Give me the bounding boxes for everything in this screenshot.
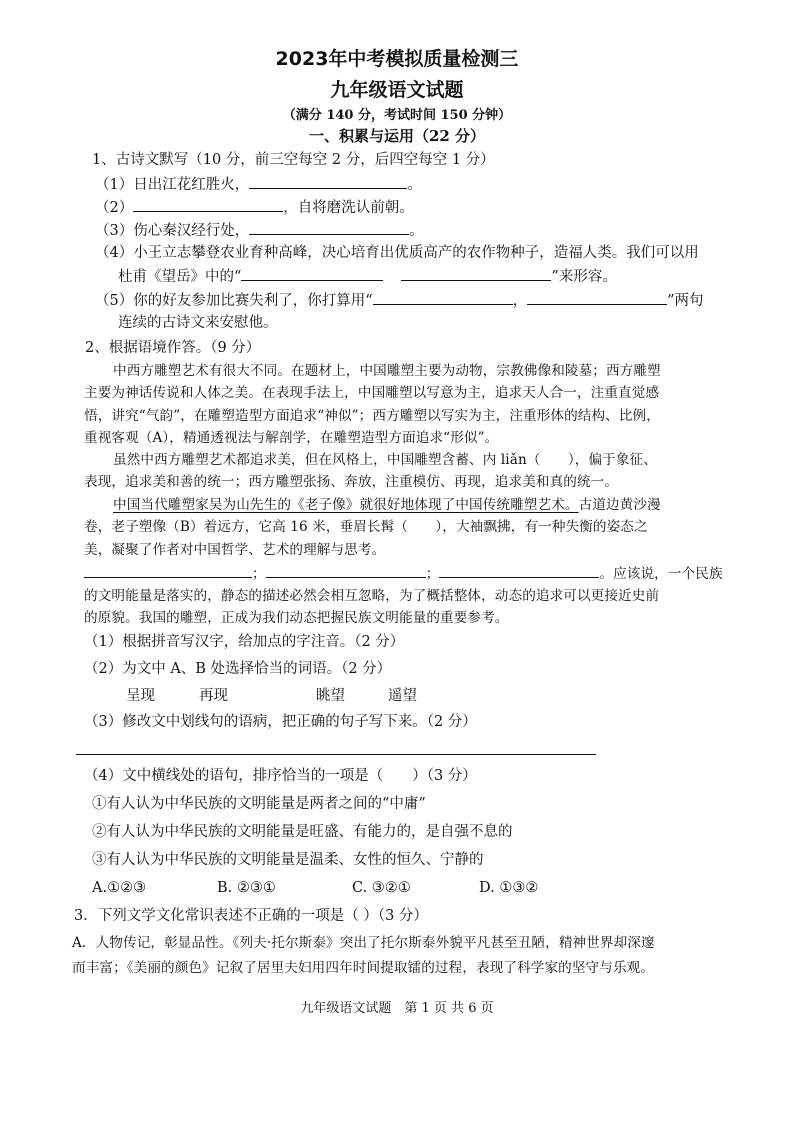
q1-item-5-line2: 连续的古诗文来安慰他。: [118, 315, 278, 331]
q1-item-5-sep: ，: [512, 293, 528, 309]
q2-para3-line1: [113, 495, 661, 515]
q2-para3-line3: 美，凝聚了作者对中国哲学、艺术的理解与思考。: [84, 542, 386, 558]
q1-item-3-end: 。: [409, 223, 424, 239]
q2-para3-line2: 卷，老子塑像（B）着远方，它高 16 米，垂眉长髯（ ），大袖飘拂，有一种失衡的姿态之: [84, 519, 648, 535]
q2-sub-2: （2）为文中 A、B 处选择恰当的词语。（2 分）: [84, 661, 392, 677]
q2-choice-b1: 眺望: [316, 688, 345, 704]
q1-item-4-line1: （4）小王立志攀登农业育种高峰，决心培育出优质高产的农作物种子，造福人类。我们可以用: [95, 245, 699, 261]
q1-item-5-blank-2[interactable]: [527, 290, 667, 305]
q2-option-3: ③有人认为中华民族的文明能量是温柔、女性的恒久、宁静的: [92, 852, 484, 868]
q2-option-1: ①有人认为中华民族的文明能量是两者之间的“中庸”: [92, 796, 426, 812]
q2-sort-sep-1: ；: [252, 566, 266, 582]
q2-para1-line4: 重视客观（A），精通透视法与解剖学，在雕塑造型方面追求“形似”。: [84, 430, 499, 446]
q2-answer-c: C. ③②①: [352, 880, 411, 896]
q3-option-a-line1: A．人物传记，彰显品性。《列夫·托尔斯泰》突出了托尔斯泰外貌平凡甚至丑陋，精神世界却深邃: [72, 935, 655, 951]
q2-answer-a: A.①②③: [92, 880, 147, 896]
q2-para2-line2: 表现，追求美和善的统一；西方雕塑张扬、奔放，注重模仿、再现，追求美和真的统一。: [84, 474, 619, 490]
q1-item-4-blank-2[interactable]: [401, 266, 551, 281]
q2-sub-4: （4）文中横线处的语句，排序恰当的一项是（ ）（3 分）: [84, 768, 477, 784]
q2-underlined-sentence: 中国当代雕塑家吴为山先生的《老子像》就很好地体现了中国传统雕塑艺术。: [113, 497, 579, 513]
q1-item-1-text: （1）日出江花红胜火，: [95, 177, 250, 193]
exam-subtitle: 九年级语文试题: [330, 79, 464, 101]
q3-option-a-line2: 而丰富；《美丽的颜色》记叙了居里夫妇用四年时间提取镭的过程，表现了科学家的坚守与乐观。: [72, 960, 655, 976]
q1-stem: 1、古诗文默写（10 分，前三空每空 2 分，后四空每空 1 分）: [92, 152, 495, 168]
q2-para4-line1: [84, 563, 723, 584]
q1-item-1: [95, 174, 422, 195]
q1-item-4-line2: [118, 266, 617, 287]
page-footer: 九年级语文试题 第 1 页 共 6 页: [300, 1001, 494, 1016]
q1-item-1-end: 。: [407, 177, 422, 193]
q1-item-1-blank[interactable]: [249, 174, 407, 189]
q2-option-2: ②有人认为中华民族的文明能量是旺盛、有能力的，是自强不息的: [92, 824, 513, 840]
q2-sort-blank-2[interactable]: [266, 563, 426, 578]
q1-item-3-text: （3）伤心秦汉经行处，: [95, 223, 250, 239]
q2-sort-sep-2: ；: [425, 566, 440, 582]
q1-item-3-blank[interactable]: [249, 220, 409, 235]
q2-sub-3: （3）修改文中划线句的语病，把正确的句子写下来。（2 分）: [84, 714, 477, 730]
q1-item-3: [95, 220, 424, 241]
q2-para1-line2: 主要为神话传说和人体之美。在表现手法上，中国雕塑以写意为主，追求天人合一，注重直觉感: [84, 385, 660, 401]
q2-para4-text: 。应该说，一个民族: [599, 566, 723, 582]
q2-para1-line1: 中西方雕塑艺术有很大不同。在题材上，中国雕塑主要为动物，宗教佛像和陵墓；西方雕塑: [113, 363, 661, 379]
q2-answer-line[interactable]: [76, 754, 596, 755]
q1-item-5-blank-1[interactable]: [373, 290, 513, 305]
q2-para3-rest: 古道边黄沙漫: [578, 497, 661, 513]
q2-para4-line2: 的文明能量是落实的，静态的描述必然会相互忽略，为了概括整体，动态的追求可以更接近史前: [84, 588, 660, 604]
exam-title: 2023年中考模拟质量检测三: [275, 48, 519, 70]
q3-stem: 3．下列文学文化常识表述不正确的一项是（ ）（3 分）: [74, 908, 428, 924]
q2-stem: 2、根据语境作答。（9 分）: [85, 340, 261, 356]
q1-item-5-end: ”两句: [667, 293, 704, 309]
q1-item-2-blank[interactable]: [133, 197, 283, 212]
q1-item-5-text: （5）你的好友参加比赛失利了，你打算用“: [95, 293, 373, 309]
q1-item-2: [95, 197, 414, 218]
q1-item-4-blank-1[interactable]: [241, 266, 383, 281]
q2-answer-b: B. ②③①: [217, 880, 276, 896]
q2-choice-b2: 遥望: [388, 688, 417, 704]
q2-para2-line1: 虽然中西方雕塑艺术都追求美，但在风格上，中国雕塑含蓄、内 liǎn（ ），偏于象征、: [113, 452, 657, 468]
q1-item-2-text: （2）: [95, 200, 134, 216]
q1-item-5-line1: [95, 290, 704, 311]
q2-answer-d: D. ①③②: [479, 880, 539, 896]
q2-choice-a1: 呈现: [126, 688, 155, 704]
q2-para1-line3: 悟，讲究“气韵”，在雕塑造型方面追求“神似”；西方雕塑以写实为主，注重形体的结构、比例，: [84, 408, 660, 424]
section-heading: 一、积累与运用（22 分）: [308, 127, 486, 145]
q2-sub-1: （1）根据拼音写汉字，给加点的字注音。（2 分）: [84, 634, 405, 650]
q1-item-2-end: ，自将磨洗认前朝。: [283, 200, 414, 216]
q2-sort-blank-1[interactable]: [84, 563, 252, 578]
q2-choice-a2: 再现: [199, 688, 228, 704]
q1-item-4-text: 杜甫《望岳》中的“: [118, 269, 242, 285]
q1-item-4-end: ”来形容。: [551, 269, 617, 285]
exam-meta: （满分 140 分，考试时间 150 分钟）: [282, 108, 512, 123]
q2-sort-blank-3[interactable]: [439, 563, 599, 578]
q2-para4-line3: 的原貌。我国的雕塑，正成为我们动态把握民族文明能量的重要参考。: [84, 610, 509, 626]
